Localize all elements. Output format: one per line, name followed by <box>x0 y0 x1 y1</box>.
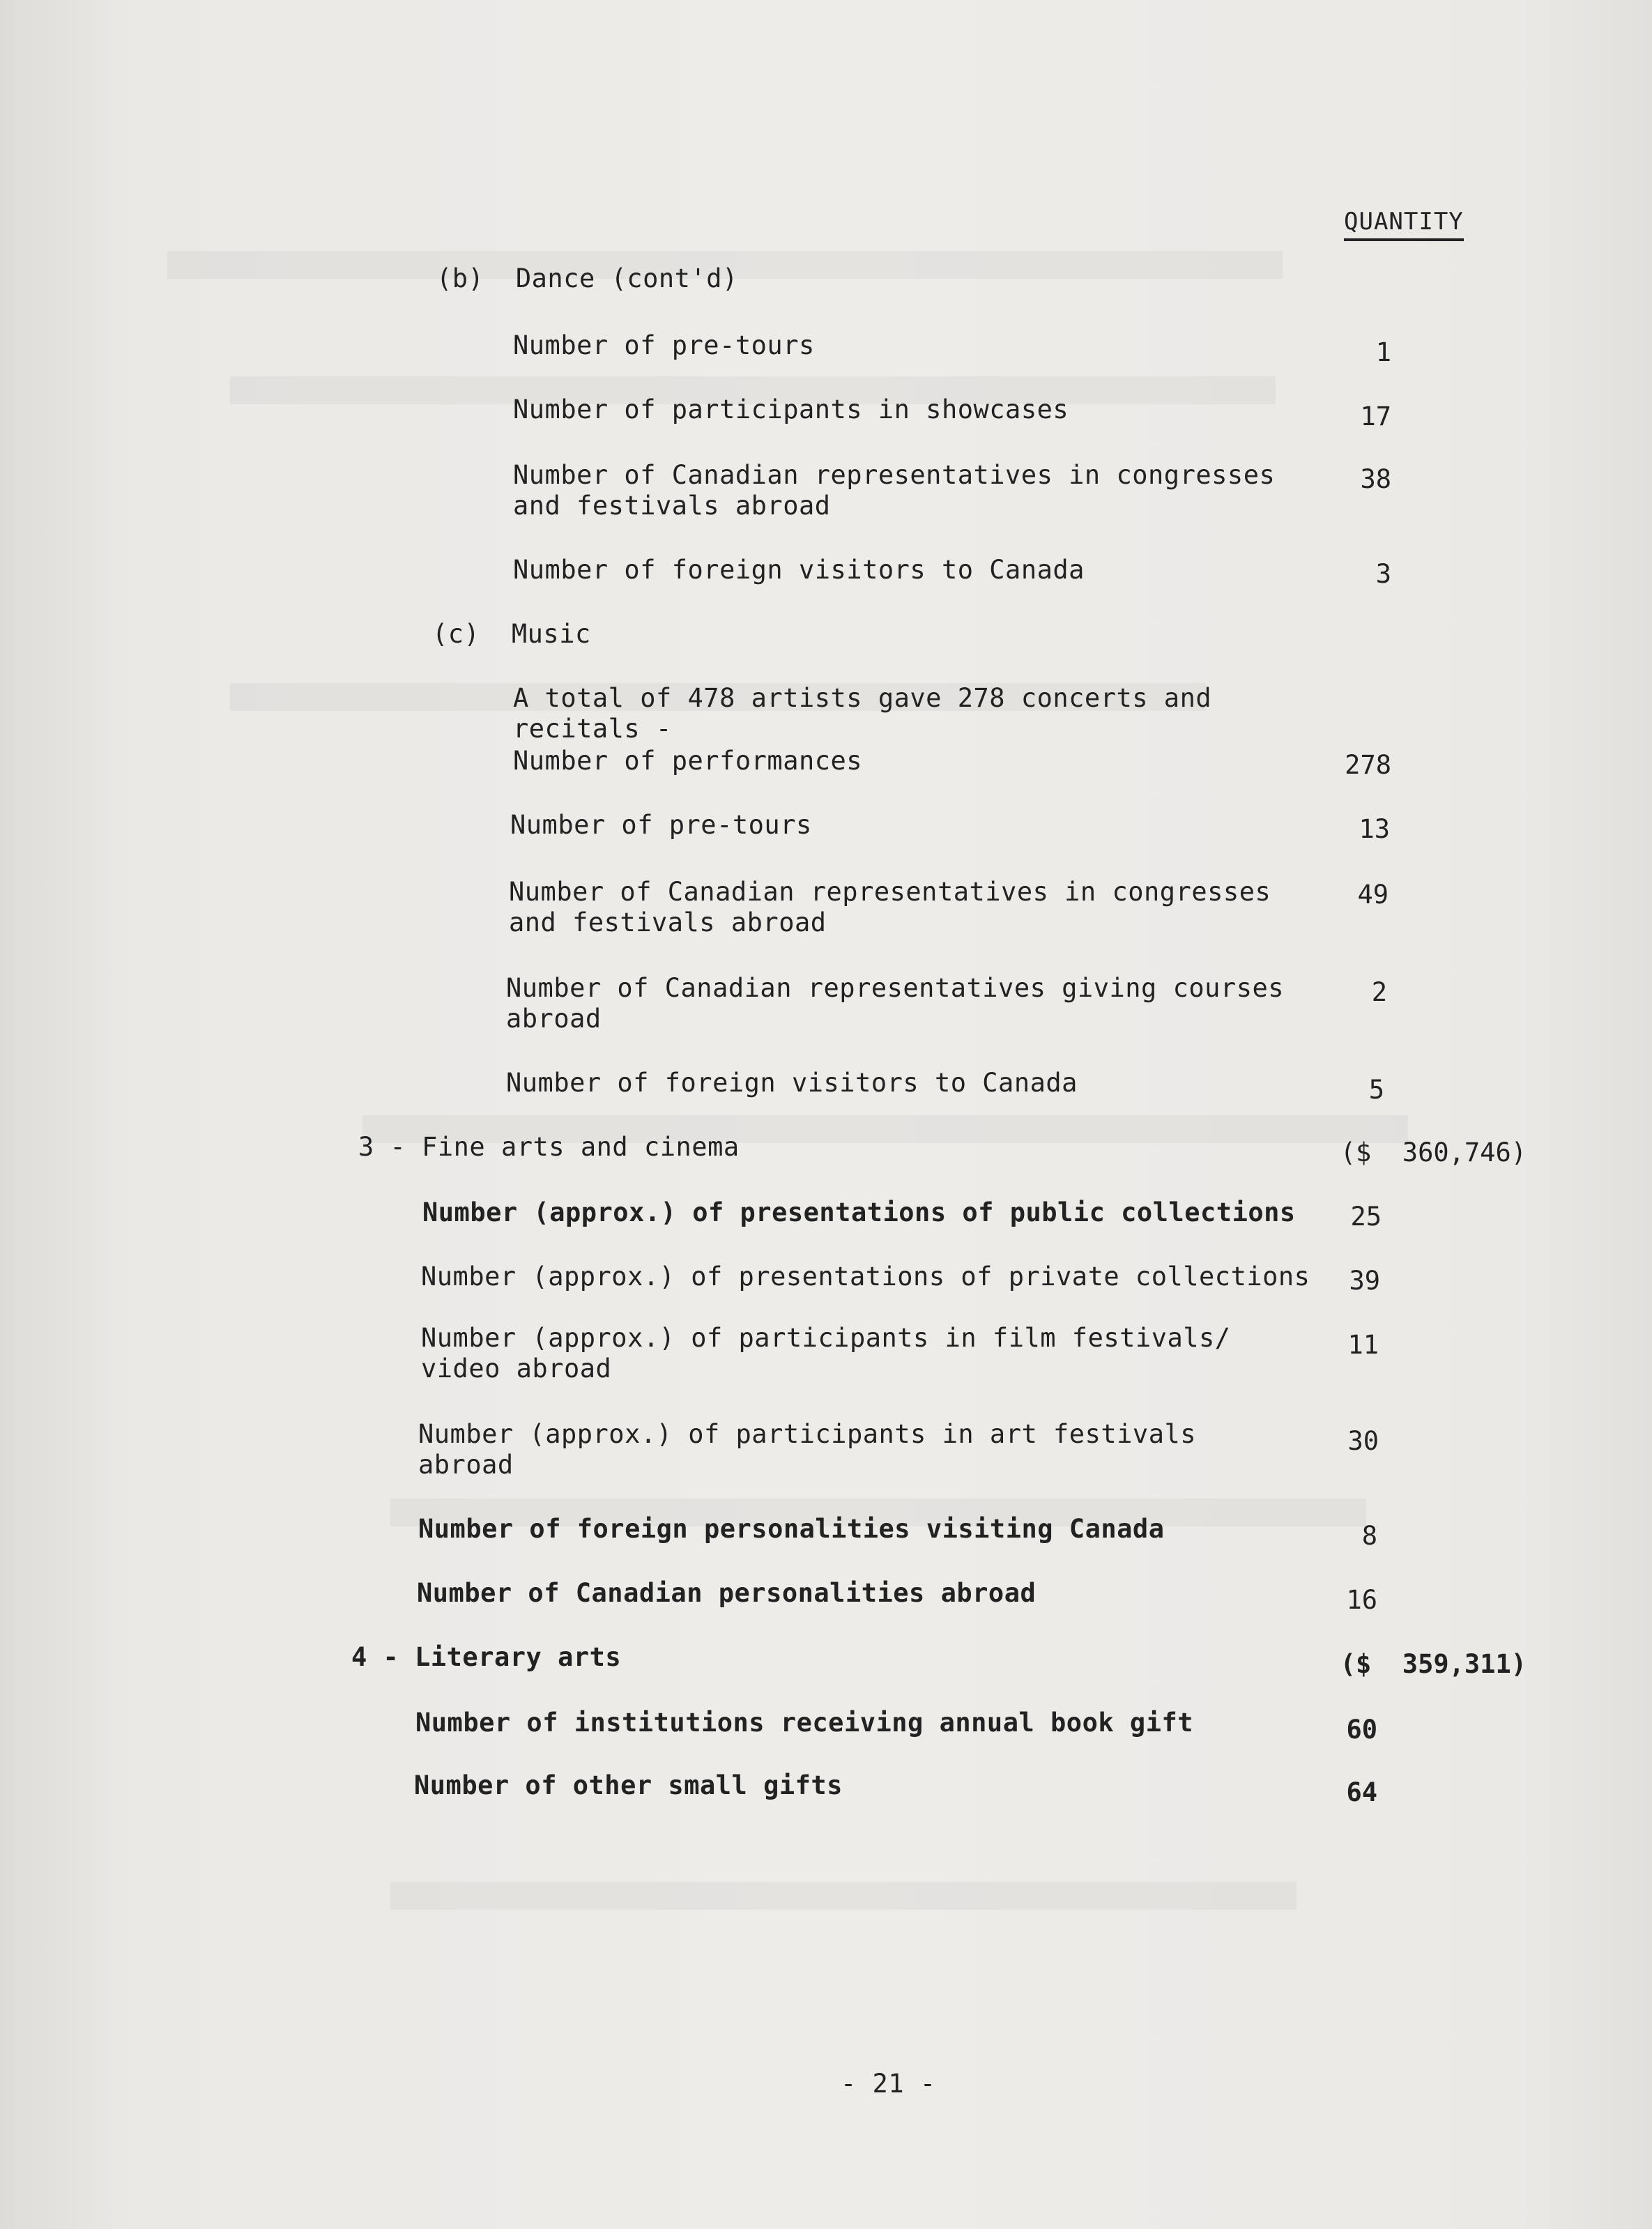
row-label: Number of Canadian personalities abroad <box>417 1578 1037 1608</box>
row-label: Number of Canadian representatives giving courses abroad <box>506 973 1285 1034</box>
row-label: Number (approx.) of participants in film festivals/ video abroad <box>421 1323 1231 1384</box>
row-quantity: 60 <box>1346 1715 1377 1745</box>
row-quantity: 1 <box>1375 337 1391 367</box>
row-label: Number (approx.) of presentations of public collections <box>422 1197 1296 1227</box>
row-label: Number of Canadian representatives in congresses and festivals abroad <box>513 460 1276 521</box>
row-label: A total of 478 artists gave 278 concerts and recitals - <box>513 683 1212 744</box>
row-quantity: 49 <box>1357 880 1389 910</box>
row-quantity: 8 <box>1361 1521 1377 1551</box>
section-dance-heading: (b) Dance (cont'd) <box>436 263 738 293</box>
row-label: Number of participants in showcases <box>513 395 1069 424</box>
row-label: Number of pre-tours <box>513 330 815 360</box>
row-label: Number of Canadian representatives in congresses and festivals abroad <box>509 877 1271 937</box>
bleed-through-block <box>390 1882 1297 1910</box>
row-quantity: 38 <box>1360 464 1391 494</box>
row-quantity: 39 <box>1349 1266 1380 1296</box>
row-quantity: 64 <box>1346 1777 1377 1807</box>
row-label: Number of foreign personalities visiting Canada <box>418 1514 1165 1544</box>
row-quantity: 278 <box>1345 750 1391 780</box>
row-quantity: 16 <box>1346 1585 1377 1615</box>
quantity-column-header: QUANTITY <box>1344 208 1464 241</box>
row-quantity: 5 <box>1368 1075 1384 1105</box>
section-fine-arts-budget: ($ 360,746) <box>1340 1138 1527 1167</box>
row-quantity: 17 <box>1360 401 1391 431</box>
row-label: Number of foreign visitors to Canada <box>513 555 1085 585</box>
section-literary-arts-budget: ($ 359,311) <box>1340 1649 1527 1679</box>
row-label: Number (approx.) of presentations of private collections <box>421 1262 1310 1292</box>
row-label: Number of institutions receiving annual book gift <box>415 1708 1194 1738</box>
row-quantity: 3 <box>1375 559 1391 589</box>
row-label: Number of pre-tours <box>510 810 812 840</box>
row-quantity: 2 <box>1371 977 1387 1007</box>
row-quantity: 13 <box>1359 814 1390 844</box>
section-fine-arts-heading: 3 - Fine arts and cinema <box>358 1132 740 1162</box>
section-literary-arts-heading: 4 - Literary arts <box>351 1642 622 1672</box>
row-quantity: 30 <box>1347 1426 1379 1456</box>
row-quantity: 25 <box>1350 1202 1382 1232</box>
row-label: Number of foreign visitors to Canada <box>506 1068 1078 1098</box>
row-quantity: 11 <box>1347 1330 1379 1360</box>
row-label: Number of other small gifts <box>414 1770 843 1800</box>
page-number: - 21 - <box>841 2069 936 2099</box>
section-music-heading: (c) Music <box>432 619 591 649</box>
row-label: Number of performances <box>513 746 863 776</box>
row-label: Number (approx.) of participants in art festivals abroad <box>418 1419 1197 1480</box>
